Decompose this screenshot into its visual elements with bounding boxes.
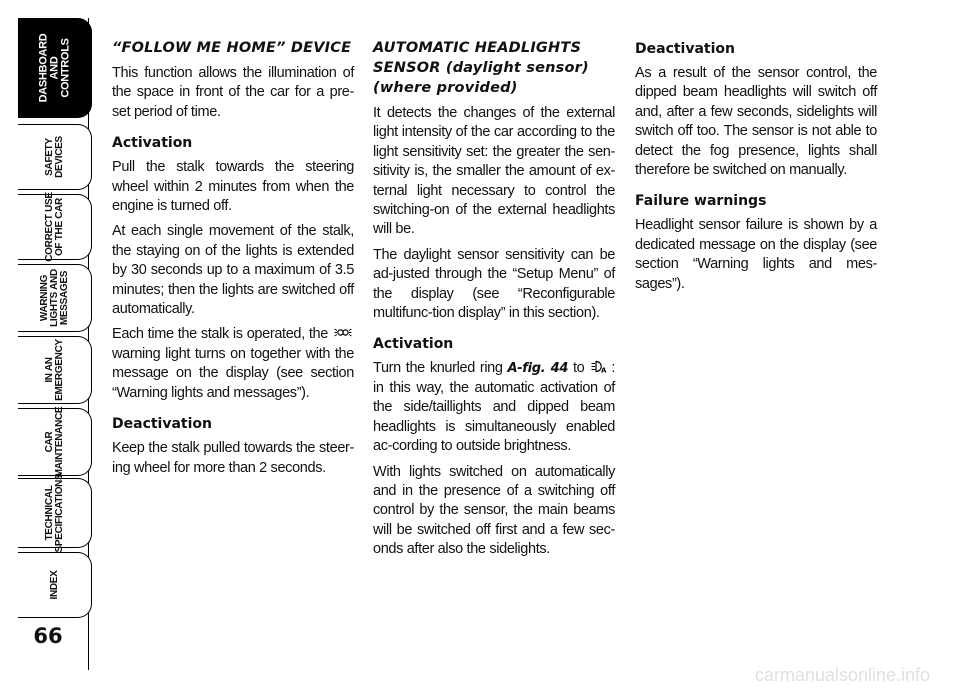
text: warning light turns on together with the message on the display (see section “Warning lights and messages”). bbox=[112, 345, 354, 401]
tab-label: CORRECT USE OF THE CAR bbox=[43, 192, 65, 262]
tab-label: CAR MAINTENANCE bbox=[43, 406, 65, 478]
column-automatic-headlights bbox=[373, 38, 615, 566]
paragraph: Headlight sensor failure is shown by a dedicated message on the display (see section “Warning lights and mes-sages”). bbox=[635, 217, 877, 292]
auto-headlights-icon bbox=[591, 360, 609, 373]
tab-label: DASHBOARD AND CONTROLS bbox=[37, 33, 71, 103]
paragraph: At each single movement of the stalk, the staying on of the lights is extended by 30 seconds up to a maximum of 3.5 minutes; then the lights are switched off automatically. bbox=[112, 223, 354, 318]
paragraph: As a result of the sensor control, the dipped beam headlights will switch off and, after a few seconds, sidelights will switch off too. The sensor is not able to detect the fog presence, lights shall therefore be switched on manually. bbox=[635, 65, 877, 179]
watermark: carmanualsonline.info bbox=[754, 665, 930, 685]
tab-safety-devices[interactable] bbox=[18, 124, 92, 190]
text: : in this way, the automatic activation of the side/taillights and dipped beam headlights is simultaneously enabled ac-cording to outside brightness. bbox=[373, 360, 616, 455]
tab-label: INDEX bbox=[48, 570, 60, 600]
subheading: Deactivation bbox=[112, 416, 213, 433]
paragraph: It detects the changes of the external light intensity of the car according to the light sensitivity set: the greater the sen-sitivity is, the smaller the amount of ex-ternal light necessary to control the switching-on of the external headlights will be. bbox=[373, 105, 615, 238]
text: to bbox=[573, 360, 585, 377]
tab-label: IN AN EMERGENCY bbox=[43, 339, 65, 401]
subheading: Activation bbox=[373, 336, 454, 353]
paragraph: With lights switched on automatically and in the presence of a switching off control by the sensor, the main beams will be switched off first and a few sec-onds after also the sidelights. bbox=[373, 463, 615, 558]
tab-label: WARNING LIGHTS AND MESSAGES bbox=[38, 269, 70, 327]
paragraph: Pull the stalk towards the steering wheel within 2 minutes from when the engine is turned off. bbox=[112, 159, 354, 215]
tab-technical-specifications[interactable] bbox=[18, 473, 92, 553]
text: Turn the knurled ring bbox=[373, 360, 503, 377]
page-number: 66 bbox=[33, 624, 63, 648]
section-sidebar bbox=[0, 0, 100, 692]
tab-correct-use-of-the-car[interactable] bbox=[18, 194, 92, 260]
tab-dashboard-and-controls[interactable] bbox=[18, 18, 92, 118]
paragraph: Keep the stalk pulled towards the steer-ing wheel for more than 2 seconds. bbox=[112, 440, 354, 476]
tab-warning-lights-and-messages[interactable] bbox=[18, 264, 92, 332]
tab-car-maintenance[interactable] bbox=[18, 408, 92, 476]
text: Each time the stalk is operated, the bbox=[112, 326, 328, 343]
paragraph: The daylight sensor sensitivity can be ad-justed through the “Setup Menu” of the display (see “Reconfigurable multifunc-tion display” in this section). bbox=[373, 246, 615, 322]
tab-label: SAFETY DEVICES bbox=[43, 136, 65, 178]
paragraph bbox=[112, 325, 354, 403]
tab-label: TECHNICAL SPECIFICATIONS bbox=[43, 473, 65, 553]
tab-in-an-emergency[interactable] bbox=[18, 336, 92, 404]
tab-index[interactable] bbox=[18, 552, 92, 618]
svg-text:A: A bbox=[601, 366, 607, 374]
sidelights-icon bbox=[334, 326, 352, 339]
figure-reference: A-fig. 44 bbox=[507, 361, 569, 377]
subheading: Activation bbox=[112, 135, 193, 152]
column-deactivation bbox=[635, 38, 877, 300]
subheading: Deactivation bbox=[635, 41, 736, 57]
paragraph bbox=[373, 359, 615, 456]
subheading: Failure warnings bbox=[635, 193, 767, 210]
column-follow-me-home bbox=[112, 38, 354, 484]
section-title: AUTOMATIC HEADLIGHTS SENSOR (daylight sensor) (where provided) bbox=[373, 40, 589, 96]
paragraph: This function allows the illumination of the space in front of the car for a pre-set period of time. bbox=[112, 65, 354, 120]
section-title: “FOLLOW ME HOME” DEVICE bbox=[112, 40, 352, 56]
